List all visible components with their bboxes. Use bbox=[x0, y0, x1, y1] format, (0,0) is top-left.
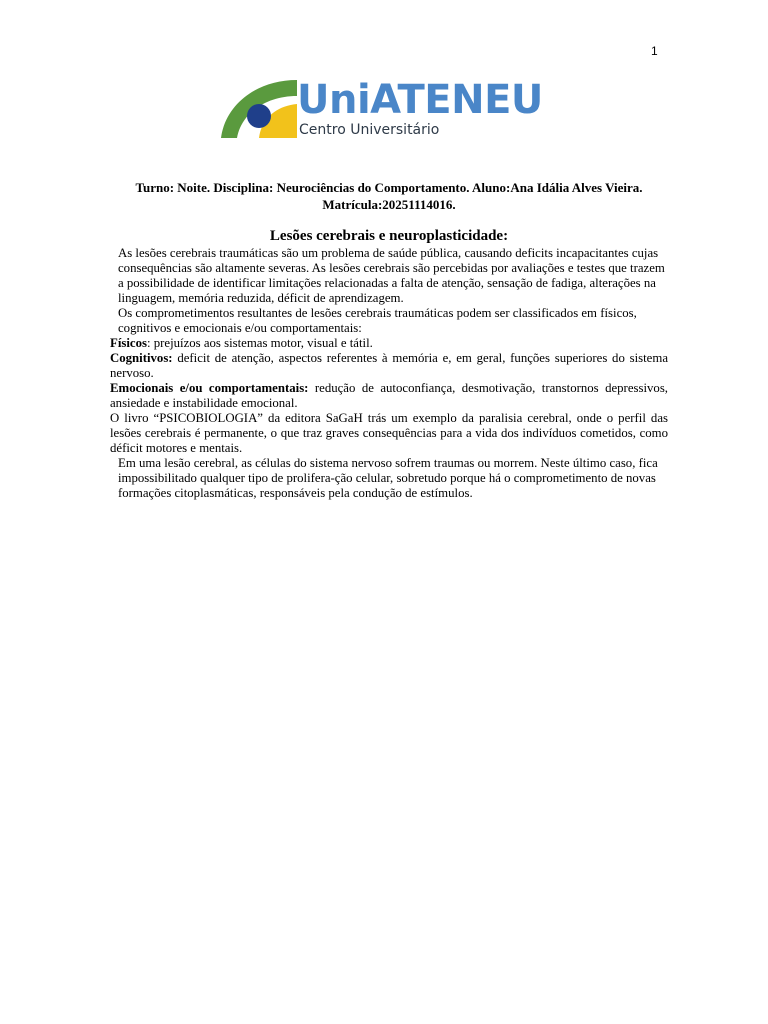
university-logo bbox=[219, 78, 549, 142]
paragraph-intro: As lesões cerebrais traumáticas são um problema de saúde pública, causando deficits incapacitantes cujas consequências são altamente severas. As lesões cerebrais são percebidas por avaliações e testes que trazem a possibilidade de identificar limitações relacionadas a falta de atenção, sensação de fadiga, alterações na linguagem, memória reduzida, déficit de aprendizagem. bbox=[118, 246, 665, 305]
fisicos-text: : prejuízos aos sistemas motor, visual e tátil. bbox=[146, 336, 373, 350]
emocionais-text: redução de autoconfiança, desmotivação, transtornos depressivos, ansiedade e instabilidade emocional. bbox=[110, 381, 668, 410]
logo-arc-icon bbox=[219, 78, 299, 140]
paragraph-psicobiologia: O livro “PSICOBIOLOGIA” da editora SaGaH trás um exemplo da paralisia cerebral, onde o perfil das lesões cerebrais é permanente, o que traz graves consequências para a vida dos indivíduos cometidos, como déficit motores e mentais. bbox=[110, 411, 668, 455]
logo-subtitle: Centro Universitário bbox=[299, 122, 440, 138]
document-title: Lesões cerebrais e neuroplasticidade: bbox=[269, 228, 509, 244]
cognitivos-label: Cognitivos: bbox=[110, 351, 173, 365]
paragraph-fisicos bbox=[110, 336, 668, 351]
header-registration: Matrícula:20251114016. bbox=[322, 197, 456, 212]
fisicos-label: Físicos bbox=[110, 336, 147, 350]
paragraph-cell-injury: Em uma lesão cerebral, as células do sistema nervoso sofrem traumas ou morrem. Neste último caso, fica impossibilitado qualquer tipo de prolifera-ção celular, sobretudo porque há o comprometimento de novas formações citoplasmáticas, responsáveis pela condução de estímulos. bbox=[118, 456, 658, 500]
emocionais-label: Emocionais e/ou comportamentais: bbox=[110, 381, 309, 395]
paragraph-classification: Os comprometimentos resultantes de lesões cerebrais traumáticas podem ser classificados em físicos, cognitivos e emocionais e/ou comportamentais: bbox=[118, 306, 637, 335]
logo-brand-text: UniATENEU bbox=[297, 77, 543, 123]
paragraph-emocionais bbox=[110, 381, 668, 411]
paragraph-cognitivos bbox=[110, 351, 668, 381]
page-number: 1 bbox=[651, 44, 658, 58]
document-body bbox=[110, 246, 668, 501]
cognitivos-text: deficit de atenção, aspectos referentes à memória e, em geral, funções superiores do sistema nervoso. bbox=[110, 351, 668, 380]
header-course-info: Turno: Noite. Disciplina: Neurociências do Comportamento. Aluno:Ana Idália Alves Vieira. bbox=[135, 180, 643, 195]
